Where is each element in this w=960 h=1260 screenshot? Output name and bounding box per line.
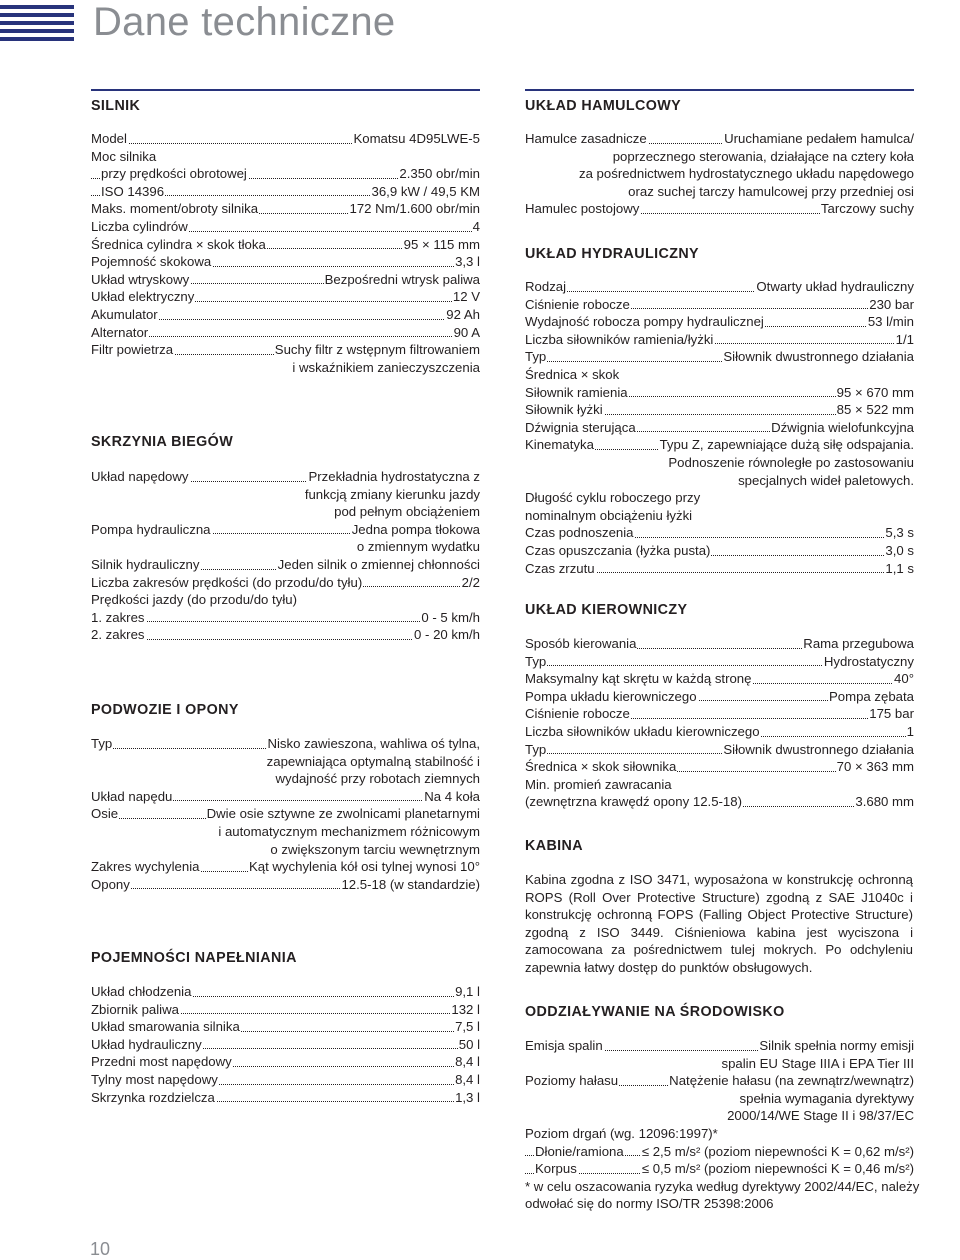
spec-label: (zewnętrzna krawędź opony 12.5-18) [525, 794, 742, 810]
spec-label: Typ [525, 653, 547, 669]
spec-label: Układ chłodzenia [91, 984, 192, 999]
spec-row [525, 436, 914, 454]
spec-value: 70 × 363 mm [836, 759, 914, 775]
spec-value: 230 bar [869, 296, 914, 312]
spec-value: 3,0 s [885, 542, 914, 558]
spec-text-line [91, 148, 480, 166]
page-title: Dane techniczne [93, 0, 396, 44]
spec-label: Średnica × skok siłownika [525, 759, 677, 775]
spec-row [91, 306, 480, 324]
spec-label: Czas opuszczania (łyżka pusta) [525, 542, 711, 558]
spec-value: 1/1 [895, 331, 914, 347]
spec-row [525, 758, 914, 776]
spec-label: Zakres wychylenia [91, 859, 200, 875]
spec-label: Osie [91, 806, 119, 822]
spec-text-line [525, 1195, 914, 1213]
spec-value-line: poprzecznego sterowania, działające na cztery koła [612, 148, 914, 164]
spec-value: Siłownik dwustronnego działania [723, 349, 914, 365]
spec-value: Dźwignia wielofunkcyjna [771, 419, 914, 435]
spec-label: Dźwignia sterująca [525, 419, 636, 435]
spec-label: Siłownik łyżki [525, 402, 603, 418]
spec-value: 12 V [452, 289, 480, 305]
spec-value-continuation [525, 472, 914, 490]
spec-value: 8,4 l [455, 1054, 480, 1070]
spec-label: Poziomy hałasu [525, 1073, 619, 1089]
section-kierowniczy [525, 600, 914, 811]
spec-value: 50 l [458, 1036, 480, 1052]
spec-row [91, 341, 480, 359]
spec-label: Czas podnoszenia [525, 525, 634, 541]
spec-row [91, 1018, 480, 1036]
spec-text: Min. promień zawracania [525, 776, 672, 792]
spec-value: 5,3 s [885, 525, 914, 541]
spec-value: Silnik spełnia normy emisji [759, 1038, 914, 1053]
spec-label: Maks. moment/obroty silnika [91, 201, 259, 217]
spec-value: Hydrostatyczny [823, 653, 914, 669]
section-pojemnosci [91, 948, 480, 1106]
spec-row [525, 348, 914, 366]
spec-label: Typ [525, 349, 547, 365]
spec-value: Uruchamiane pedałem hamulca/ [724, 131, 914, 146]
spec-label: przy prędkości obrotowej [101, 166, 247, 182]
spec-value-line: o zmiennym wydatku [356, 539, 480, 555]
spec-text: Prędkości jazdy (do przodu/do tyłu) [91, 592, 297, 608]
spec-value: 95 × 670 mm [836, 384, 914, 400]
spec-row [91, 1071, 480, 1089]
spec-label: Rodzaj [525, 279, 567, 294]
spec-row [525, 542, 914, 560]
spec-value: 132 l [451, 1001, 480, 1017]
spec-label: Liczba siłowników ramienia/łyżki [525, 331, 714, 347]
spec-value: 12.5-18 (w standardzie) [341, 876, 480, 892]
spec-value: Bezpośredni wtrysk paliwa [324, 271, 480, 287]
spec-row [91, 876, 480, 894]
spec-value-line: o zwiększonym tarciu wewnętrznym [270, 841, 480, 857]
spec-label: Pompa układu kierowniczego [525, 688, 697, 704]
spec-label: Układ wtryskowy [91, 271, 190, 287]
spec-value: Jedna pompa tłokowa [351, 521, 480, 537]
spec-row [525, 401, 914, 419]
spec-row [91, 288, 480, 306]
spec-value-line: specjalnych wideł paletowych. [738, 472, 914, 488]
spec-value: Dwie osie sztywne ze zwolnicami planetarnymi [206, 806, 480, 822]
spec-row [91, 983, 480, 1001]
spec-row [91, 324, 480, 342]
spec-label: Liczba cylindrów [91, 218, 188, 234]
spec-row [525, 741, 914, 759]
section-title-pojemnosci: POJEMNOŚCI NAPEŁNIANIA [91, 950, 297, 966]
spec-label: Akumulator [91, 306, 158, 322]
spec-label: ISO 14396 [101, 183, 165, 199]
spec-value: 3.680 mm [855, 794, 914, 810]
spec-value: 2.350 obr/min [399, 166, 480, 182]
spec-value-continuation [525, 454, 914, 472]
spec-value: Natężenie hałasu (na zewnątrz/wewnątrz) [669, 1073, 914, 1089]
spec-value-continuation [91, 753, 480, 771]
spec-value-line: spalin EU Stage IIIA i EPA Tier III [721, 1055, 914, 1071]
spec-label: Opony [91, 876, 130, 892]
spec-row [91, 1089, 480, 1107]
spec-row [91, 468, 480, 486]
spec-value: 3,3 l [455, 254, 480, 270]
spec-row [525, 1160, 914, 1178]
spec-label: Zbiornik paliwa [91, 1001, 179, 1017]
spec-label: Przedni most napędowy [91, 1054, 232, 1070]
spec-label: Tylny most napędowy [91, 1071, 218, 1087]
spec-row [91, 626, 480, 644]
spec-label: Pojemność skokowa [91, 254, 212, 270]
spec-value-continuation [525, 1107, 914, 1125]
section-silnik [91, 96, 480, 376]
spec-row [91, 1001, 480, 1019]
spec-text-line [525, 366, 914, 384]
section-title-srodowisko: ODDZIAŁYWANIE NA ŚRODOWISKO [525, 1004, 785, 1020]
spec-value: 40° [894, 671, 914, 687]
spec-text: nominalnym obciążeniu łyżki [525, 507, 693, 523]
spec-row [525, 278, 914, 296]
section-title-hamulcowy: UKŁAD HAMULCOWY [525, 98, 682, 114]
spec-value: Nisko zawieszona, wahliwa oś tylna, [267, 736, 480, 751]
spec-label: Ciśnienie robocze [525, 296, 630, 312]
spec-value: 0 - 20 km/h [414, 627, 480, 643]
spec-value: Na 4 koła [424, 788, 480, 804]
spec-label: Alternator [91, 324, 149, 340]
spec-value-line: i automatycznym mechanizmem różnicowym [218, 823, 480, 839]
section-kabina [525, 836, 914, 977]
section-skrzynia [91, 432, 480, 644]
spec-label: Pompa hydrauliczna [91, 521, 211, 537]
spec-label: Układ elektryczny [91, 289, 195, 305]
spec-value-continuation [91, 841, 480, 859]
spec-label: Typ [525, 741, 547, 757]
spec-value: Siłownik dwustronnego działania [723, 741, 914, 757]
spec-value-continuation [91, 503, 480, 521]
spec-value-line: zapewniająca optymalną stabilność i [266, 753, 480, 769]
spec-text: * w celu oszacowania ryzyka według dyrektywy 2002/44/EC, należy [525, 1178, 920, 1194]
section-title-kierowniczy: UKŁAD KIEROWNICZY [525, 602, 688, 618]
section-title-silnik: SILNIK [91, 98, 141, 114]
spec-value: Rama przegubowa [803, 636, 914, 651]
spec-text: Moc silnika [91, 148, 157, 164]
spec-value-continuation [91, 538, 480, 556]
spec-row [91, 735, 480, 753]
spec-label: Hamulce zasadnicze [525, 131, 647, 146]
spec-row [91, 183, 480, 201]
spec-row [91, 858, 480, 876]
spec-value-line: wydajność przy robotach ziemnych [275, 771, 480, 787]
spec-row [525, 653, 914, 671]
spec-value: Jeden silnik o zmiennej chłonności [277, 556, 480, 572]
spec-row [525, 200, 914, 218]
spec-row [91, 253, 480, 271]
spec-value: 1,1 s [885, 560, 914, 576]
spec-text: Średnica × skok [525, 366, 620, 382]
spec-value: 0 - 5 km/h [421, 609, 480, 625]
spec-value-continuation [91, 359, 480, 377]
spec-text: odwołać się do normy ISO/TR 25398:2006 [525, 1196, 774, 1212]
spec-value: 92 Ah [446, 306, 480, 322]
spec-label: Sposób kierowania [525, 636, 637, 651]
spec-value: 7,5 l [455, 1019, 480, 1035]
spec-row [525, 1072, 914, 1090]
spec-value: Otwarty układ hydrauliczny [756, 279, 914, 294]
brand-stripes-logo [0, 5, 74, 43]
spec-text: Długość cyklu roboczego przy [525, 490, 701, 506]
spec-row [91, 805, 480, 823]
spec-label: Maksymalny kąt skrętu w każdą stronę [525, 671, 752, 687]
spec-value: 9,1 l [455, 984, 480, 999]
spec-label: Silnik hydrauliczny [91, 556, 200, 572]
spec-label: Układ smarowania silnika [91, 1019, 240, 1035]
spec-value: Kąt wychylenia kół osi tylnej wynosi 10° [248, 859, 480, 875]
spec-value: Przekładnia hydrostatyczna z [308, 469, 480, 484]
spec-value: Tarczowy suchy [820, 201, 914, 217]
section-rule [91, 89, 480, 91]
spec-label: Ciśnienie robocze [525, 706, 630, 722]
spec-label: Średnica cylindra × skok tłoka [91, 236, 266, 252]
section-title-skrzynia: SKRZYNIA BIEGÓW [91, 434, 234, 450]
spec-value-continuation [525, 1055, 914, 1073]
spec-value-line: za pośrednictwem hydrostatycznego układu napędowego [578, 166, 914, 182]
spec-label: Kinematyka [525, 437, 594, 453]
spec-row [91, 788, 480, 806]
spec-row [91, 236, 480, 254]
section-rule [525, 89, 914, 91]
spec-label: Siłownik ramienia [525, 384, 628, 400]
spec-label: Układ napędu [91, 788, 173, 804]
spec-text: Poziom drgań (wg. 12096:1997)* [525, 1125, 718, 1141]
spec-value: 53 l/min [867, 314, 914, 330]
spec-label: Układ hydrauliczny [91, 1036, 202, 1052]
spec-value: ≤ 2,5 m/s² (poziom niepewności K = 0,62 m/s²) [641, 1143, 914, 1159]
spec-value-line: funkcją zmiany kierunku jazdy [304, 486, 480, 502]
spec-label: Liczba siłowników układu kierowniczego [525, 723, 760, 739]
spec-text-line [525, 776, 914, 794]
section-title-kabina: KABINA [525, 838, 583, 854]
spec-row [91, 574, 480, 592]
spec-row [525, 670, 914, 688]
spec-row [91, 200, 480, 218]
spec-row [525, 688, 914, 706]
spec-row [525, 560, 914, 578]
spec-row [525, 723, 914, 741]
spec-label: Hamulec postojowy [525, 201, 640, 217]
spec-value: Typu Z, zapewniające dużą siłę odspajania. [659, 437, 914, 453]
spec-label: Skrzynka rozdzielcza [91, 1089, 215, 1105]
spec-row [525, 635, 914, 653]
spec-label: Układ napędowy [91, 469, 189, 484]
spec-value: 2/2 [461, 574, 480, 590]
spec-label: Korpus [535, 1161, 577, 1177]
spec-row [525, 384, 914, 402]
spec-row [91, 218, 480, 236]
spec-label: Model [91, 131, 127, 146]
spec-value-line: i wskaźnikiem zanieczyszczenia [292, 359, 480, 375]
spec-row [91, 130, 480, 148]
spec-value-continuation [525, 165, 914, 183]
spec-row [91, 271, 480, 289]
spec-label: Filtr powietrza [91, 342, 174, 358]
spec-value-line: 2000/14/WE Stage II i 98/37/EC [727, 1108, 914, 1124]
spec-row [91, 521, 480, 539]
spec-text-line [525, 1178, 920, 1196]
spec-label: 2. zakres [91, 627, 145, 643]
kabina-description: Kabina zgodna z ISO 3471, wyposażona w konstrukcję ochronną ROPS (Roll Over Protective Structure) zgodną z SAE J1040c i konstrukcję ochronną FOPS (Falling Object Protective Structure) zgodną z ISO 3449. Ciśnieniowa kabina jest wyciszona i zamocowana za pośrednictwem tulej mokrych. Po odchyleniu zapewnia łatwy dostęp do punktów obsługowych. [525, 872, 913, 975]
spec-text-line [91, 591, 480, 609]
spec-value-line: Podnoszenie równoległe po zastosowaniu [668, 454, 914, 470]
spec-text-line [525, 489, 914, 507]
spec-value: 1,3 l [455, 1089, 480, 1105]
spec-row [525, 296, 914, 314]
spec-value: Komatsu 4D95LWE-5 [353, 131, 480, 146]
section-hydrauliczny [525, 244, 914, 577]
spec-row [91, 1053, 480, 1071]
section-srodowisko [525, 1002, 920, 1213]
spec-value-continuation [525, 1090, 914, 1108]
spec-value-continuation [525, 148, 914, 166]
spec-row [91, 609, 480, 627]
spec-label: Emisja spalin [525, 1038, 603, 1053]
section-podwozie [91, 700, 480, 893]
spec-value: 175 bar [869, 706, 914, 722]
spec-row [525, 524, 914, 542]
spec-value-continuation [91, 486, 480, 504]
spec-text-line [525, 507, 914, 525]
spec-row [91, 556, 480, 574]
section-hamulcowy [525, 96, 914, 218]
spec-value-line: spełnia wymagania dyrektywy [739, 1090, 914, 1106]
section-title-podwozie: PODWOZIE I OPONY [91, 702, 239, 718]
spec-value: Pompa zębata [828, 688, 914, 704]
spec-text-line [525, 1125, 914, 1143]
spec-row [525, 1037, 914, 1055]
spec-value-line: pod pełnym obciążeniem [334, 504, 480, 520]
spec-value: 8,4 l [455, 1071, 480, 1087]
spec-value-continuation [91, 770, 480, 788]
spec-row [91, 1036, 480, 1054]
spec-row [91, 165, 480, 183]
spec-value: 85 × 522 mm [836, 402, 914, 418]
spec-value: 1 [906, 723, 914, 739]
spec-row [525, 1143, 914, 1161]
spec-label: 1. zakres [91, 609, 145, 625]
spec-value: 36,9 kW / 49,5 KM [371, 183, 480, 199]
spec-value: 4 [472, 218, 480, 234]
spec-label: Wydajność robocza pompy hydraulicznej [525, 314, 764, 330]
spec-label: Czas zrzutu [525, 560, 595, 576]
spec-value: 95 × 115 mm [403, 236, 480, 252]
spec-row [525, 331, 914, 349]
spec-value: 90 A [453, 324, 480, 340]
spec-row [525, 130, 914, 148]
page-number: 10 [90, 1239, 111, 1259]
spec-row [525, 705, 914, 723]
spec-value-line: oraz suchej tarczy hamulcowej przy przedniej osi [628, 183, 914, 199]
spec-value: ≤ 0,5 m/s² (poziom niepewności K = 0,46 m/s²) [641, 1161, 914, 1177]
spec-value-continuation [91, 823, 480, 841]
spec-label: Typ [91, 736, 113, 751]
section-title-hydrauliczny: UKŁAD HYDRAULICZNY [525, 246, 699, 262]
spec-row [525, 313, 914, 331]
spec-value-continuation [525, 183, 914, 201]
spec-value: Suchy filtr z wstępnym filtrowaniem [274, 342, 480, 358]
spec-value: 172 Nm/1.600 obr/min [349, 201, 480, 217]
spec-label: Dłonie/ramiona [535, 1143, 624, 1159]
spec-row [525, 793, 914, 811]
spec-row [525, 419, 914, 437]
spec-label: Liczba zakresów prędkości (do przodu/do tyłu) [91, 574, 363, 590]
